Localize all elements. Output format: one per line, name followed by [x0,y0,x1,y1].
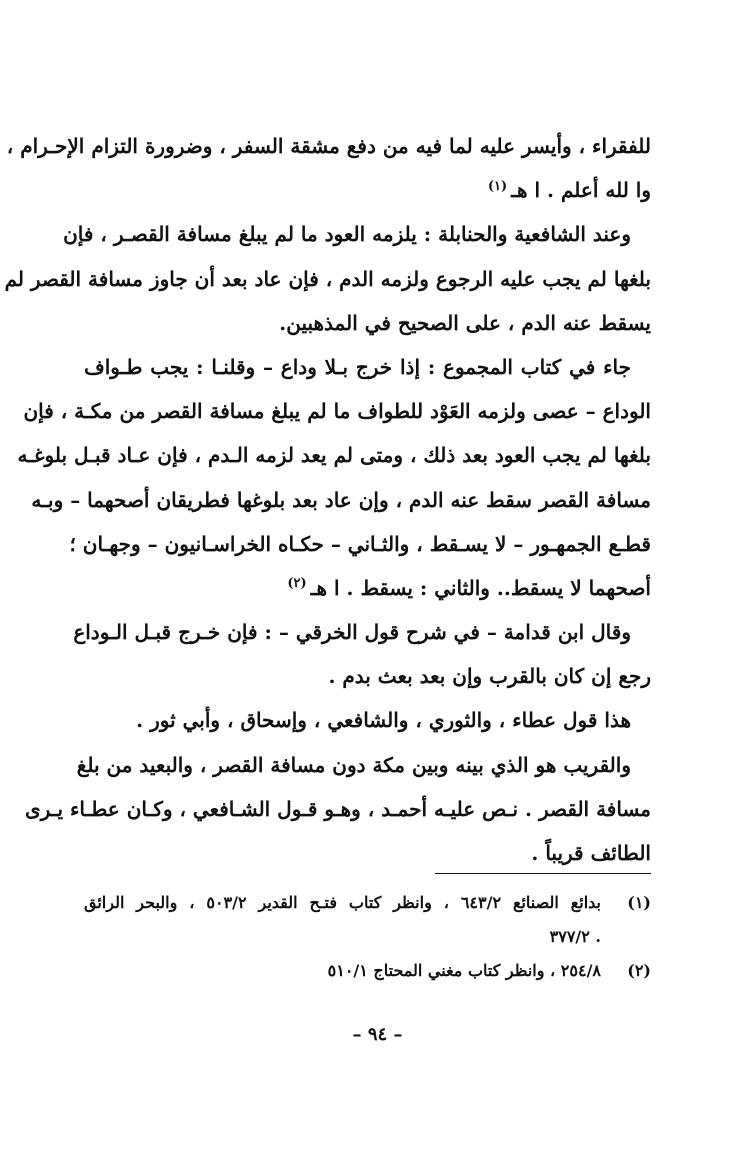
text-line-6: جاء في كتاب المجموع : إذا خرج بـلا وداع – وقلنـا : يجب طـواف [84,354,631,379]
footnote-2-line-1: ٢٥٤/٨ ، وانظر كتاب مغني المحتاج ٥١٠/١ [327,961,601,980]
main-text [4,124,651,875]
footnote-1-line-1: بدائع الصنائع ٦٤٣/٢ ، وانظر كتاب فتـح القدير ٥٠٣/٢ ، والبحر الرائق [84,893,602,912]
text-line-8: بلغها لم يجب العود بعد ذلك ، ومتى لم يعد لزمه الـدم ، فإن عـاد قبـل بلوغـه [17,443,651,468]
text-line-5: يسقط عنه الدم ، على الصحيح في المذهبين. [279,310,651,335]
footnote-2 [84,954,651,988]
footnote-ref-2[interactable]: (٢) [287,576,307,592]
footnote-1-number: (١) [627,893,651,912]
text-line-12: وقال ابن قدامة – في شرح قول الخرقي – : فإن خـرج قبـل الـوداع [73,620,631,645]
footnote-1 [84,886,651,954]
footnote-ref-1[interactable]: (١) [487,178,508,194]
text-line-11-content: أصحهما لا يسقط.. والثاني : يسقط . ا هـ [310,575,651,600]
text-line-7: الوداع – عصى ولزمه العَوْد للطواف ما لم يبلغ مسافة القصر من مكـة ، فإن [23,399,651,424]
text-line-2-content: وا لله أعلم . ا هـ [511,178,651,203]
text-line-1: للفقراء ، وأيسر عليه لما فيه من دفع مشقة السفر ، وضرورة التزام الإحـرام ، [6,134,651,158]
text-line-11 [84,566,651,610]
text-line-2 [84,168,651,212]
footnotes [84,886,651,988]
text-line-9: مسافة القصر سقط عنه الدم ، وإن عاد بعد بلوغها فطريقان أصحهما – وبـه [31,487,651,512]
text-line-16: مسافة القصر . نـص عليـه أحمـد ، وهـو قـول الشـافعي ، وكـان عطـاء يـرى [24,796,651,821]
footnote-2-text [84,954,601,988]
text-line-17: الطائف قريباً . [531,841,651,865]
text-line-3: وعند الشافعية والحنابلة : يلزمه العود ما لم يبلغ مسافة القصـر ، فإن [63,222,631,247]
footnote-2-number: (٢) [627,961,651,980]
text-line-10: قطـع الجمهـور – لا يسـقط ، والثـاني – حكـاه الخراسـانيون – وجهـان ؛ [69,531,651,556]
text-line-15: والقريب هو الذي بينه وبين مكة دون مسافة القصر ، والبعيد من بلغ [76,752,631,777]
text-line-14: هذا قول عطاء ، والثوري ، والشافعي ، وإسحاق ، وأبي ثور . [136,708,631,733]
footnote-1-line-2: . ٣٧٧/٢ [549,927,601,946]
footnote-separator [435,873,651,874]
text-line-4: بلغها لم يجب عليه الرجوع ولزمه الدم ، فإن عاد بعد أن جاوز مسافة القصر لم [4,266,651,291]
text-line-13: رجع إن كان بالقرب وإن بعد بعث بدم . [328,664,651,689]
footnote-1-text [84,886,601,954]
page-number: – ٩٤ – [352,1024,403,1045]
